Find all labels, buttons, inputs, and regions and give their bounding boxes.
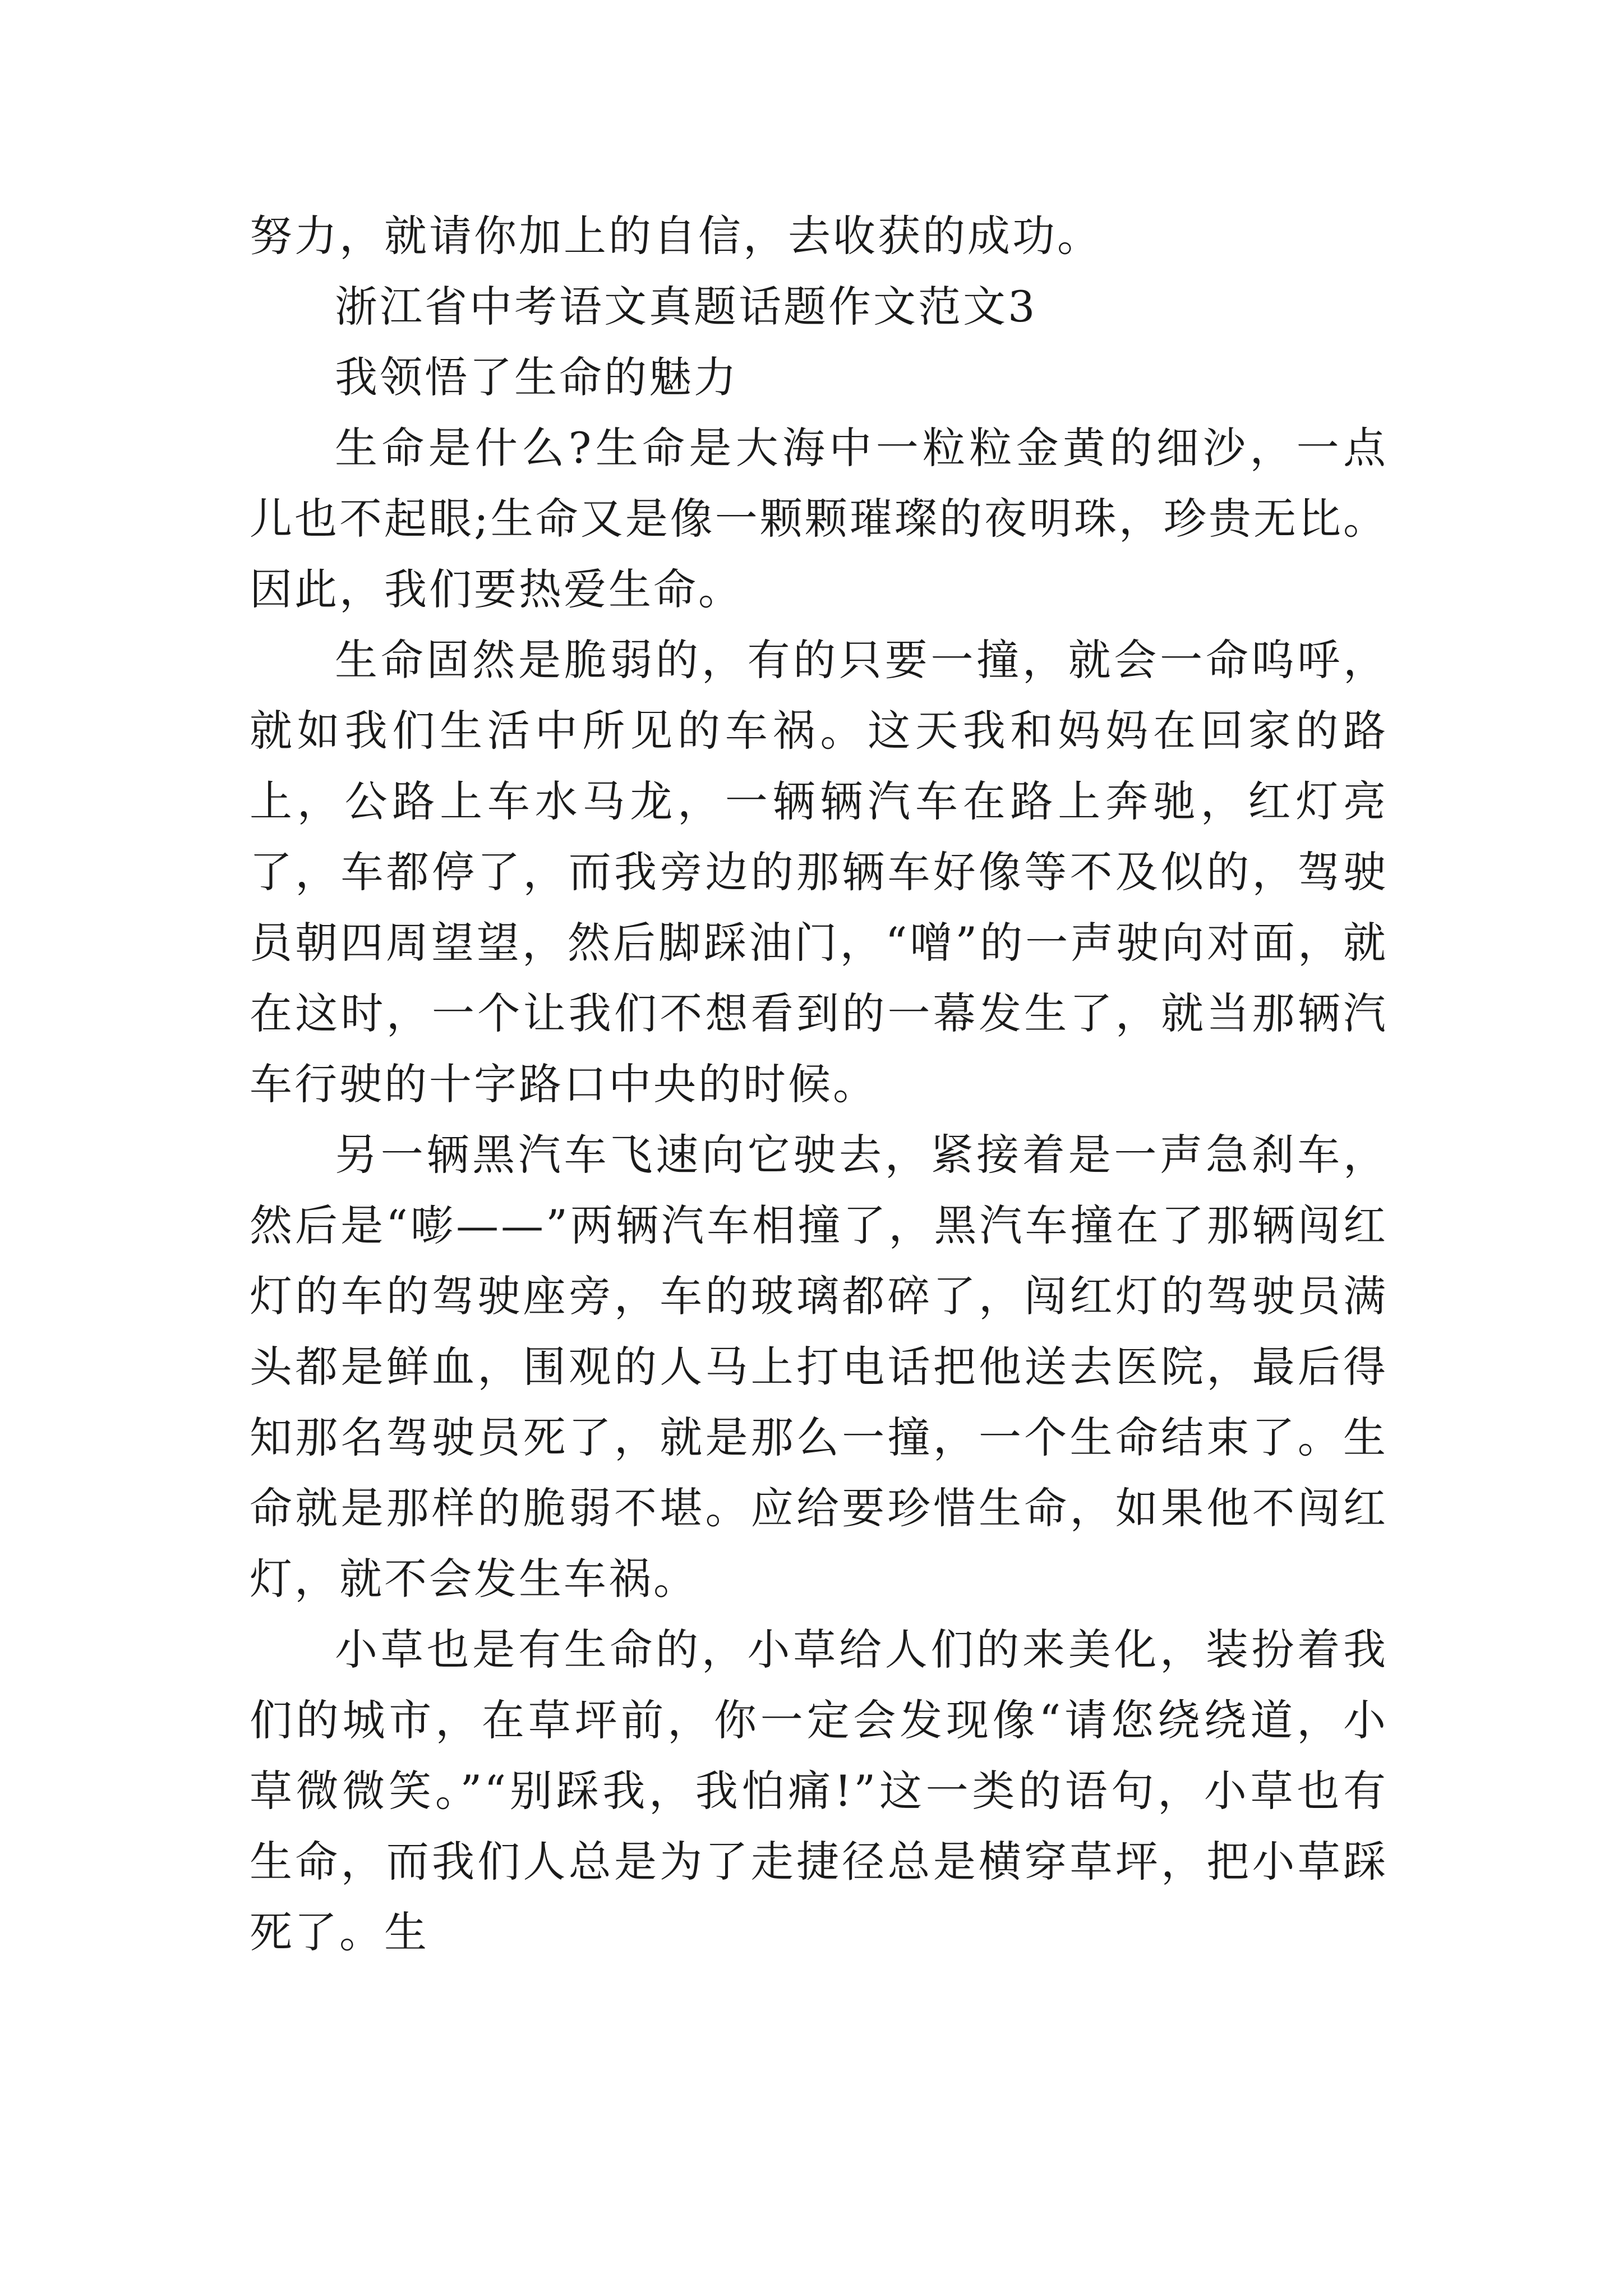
paragraph-4: 生命是什么?生命是大海中一粒粒金黄的细沙，一点儿也不起眼;生命又是像一颗颗璀璨的夜明珠，珍贵无比。因此，我们要热爱生命。 <box>250 423 1388 614</box>
paragraph-5: 生命固然是脆弱的，有的只要一撞，就会一命呜呼，就如我们生活中所见的车祸。这天我和妈妈在回家的路上，公路上车水马龙，一辆辆汽车在路上奔驰，红灯亮了，车都停了，而我旁边的那辆车好像等不及似的，驾驶员朝四周望望，然后脚踩油门，“噌”的一声驶向对面，就在这时，一个让我们不想看到的一幕发生了，就当那辆汽车行驶的十字路口中央的时候。 <box>250 635 1388 1109</box>
essay-heading: 浙江省中考语文真题话题作文范文3 <box>335 282 1038 332</box>
paragraph-7: 小草也是有生命的，小草给人们的来美化，装扮着我们的城市，在草坪前，你一定会发现像“请您绕绕道，小草微微笑。”“别踩我，我怕痛!”这一类的语句，小草也有生命，而我们人总是为了走捷径总是横穿草坪，把小草踩死了。生 <box>250 1625 1388 1957</box>
paragraph-1: 努力，就请你加上的自信，去收获的成功。 <box>250 211 1102 261</box>
paragraph-6: 另一辆黑汽车飞速向它驶去，紧接着是一声急刹车，然后是“嘭——”两辆汽车相撞了，黑汽车撞在了那辆闯红灯的车的驾驶座旁，车的玻璃都碎了，闯红灯的驾驶员满头都是鲜血，围观的人马上打电话把他送去医院，最后得知那名驾驶员死了，就是那么一撞，一个生命结束了。生命就是那样的脆弱不堪。应给要珍惜生命，如果他不闯红灯，就不会发生车祸。 <box>250 1130 1388 1604</box>
essay-title: 我领悟了生命的魅力 <box>335 352 739 402</box>
document-body <box>250 201 1388 1968</box>
